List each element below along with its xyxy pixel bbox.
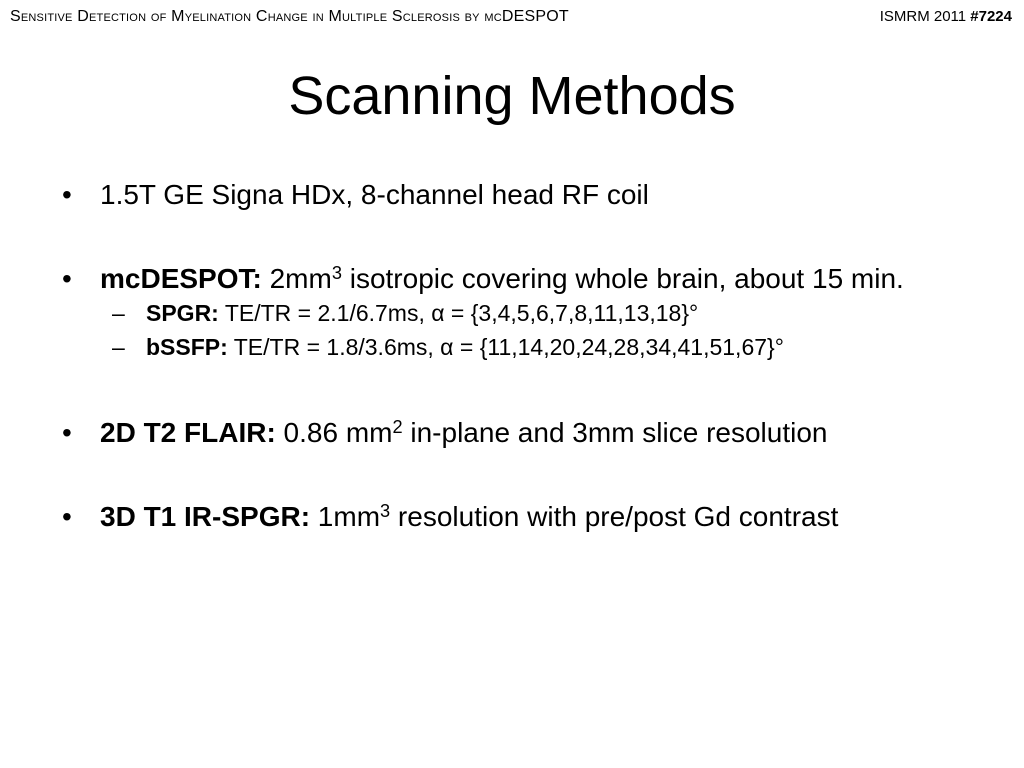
bullet-text-pre: 2mm — [261, 263, 332, 294]
abstract-number: #7224 — [970, 8, 1012, 25]
bullet-text-post: resolution with pre/post Gd contrast — [390, 501, 839, 532]
bullet-text-post: in-plane and 3mm slice resolution — [402, 417, 828, 448]
bullet-item-flair — [62, 416, 982, 450]
subitem-label: bSSFP: — [146, 334, 228, 360]
superscript: 3 — [331, 262, 342, 283]
bullet-text-pre: 0.86 mm — [275, 417, 393, 448]
bullet-label: mcDESPOT: — [100, 263, 262, 294]
bullet-item-scanner — [62, 178, 982, 212]
header-conference — [880, 8, 1012, 25]
superscript: 3 — [380, 500, 391, 521]
subitem-label: SPGR: — [146, 300, 219, 326]
bullet-icon: • — [62, 179, 72, 210]
superscript: 2 — [392, 416, 403, 437]
conference-name: ISMRM 2011 — [879, 8, 967, 25]
dash-icon: – — [112, 300, 125, 326]
bullet-text: 1.5T GE Signa HDx, 8-channel head RF coil — [100, 179, 649, 210]
bullet-item-ir-spgr — [62, 500, 982, 534]
bullet-icon: • — [62, 501, 72, 532]
slide-title: Scanning Methods — [288, 66, 736, 126]
bullet-icon: • — [62, 263, 72, 294]
bullet-text-pre: 1mm — [310, 501, 381, 532]
bullet-label: 3D T1 IR-SPGR: — [100, 501, 311, 532]
bullet-icon: • — [62, 417, 72, 448]
dash-icon: – — [112, 334, 125, 360]
subitem-bssfp — [62, 330, 982, 364]
header-title: Sensitive Detection of Myelination Change in Multiple Sclerosis by mcDESPOT — [10, 8, 569, 25]
bullet-list — [62, 178, 982, 534]
bullet-label: 2D T2 FLAIR: — [100, 417, 276, 448]
subitem-text: TE/TR = 1.8/3.6ms, α = {11,14,20,24,28,34,41,51,67}° — [227, 334, 784, 360]
bullet-text-post: isotropic covering whole brain, about 15 min. — [341, 263, 904, 294]
subitem-text: TE/TR = 2.1/6.7ms, α = {3,4,5,6,7,8,11,13,18}° — [218, 300, 699, 326]
subitem-spgr — [62, 296, 982, 330]
bullet-item-mcdespot — [62, 262, 982, 296]
